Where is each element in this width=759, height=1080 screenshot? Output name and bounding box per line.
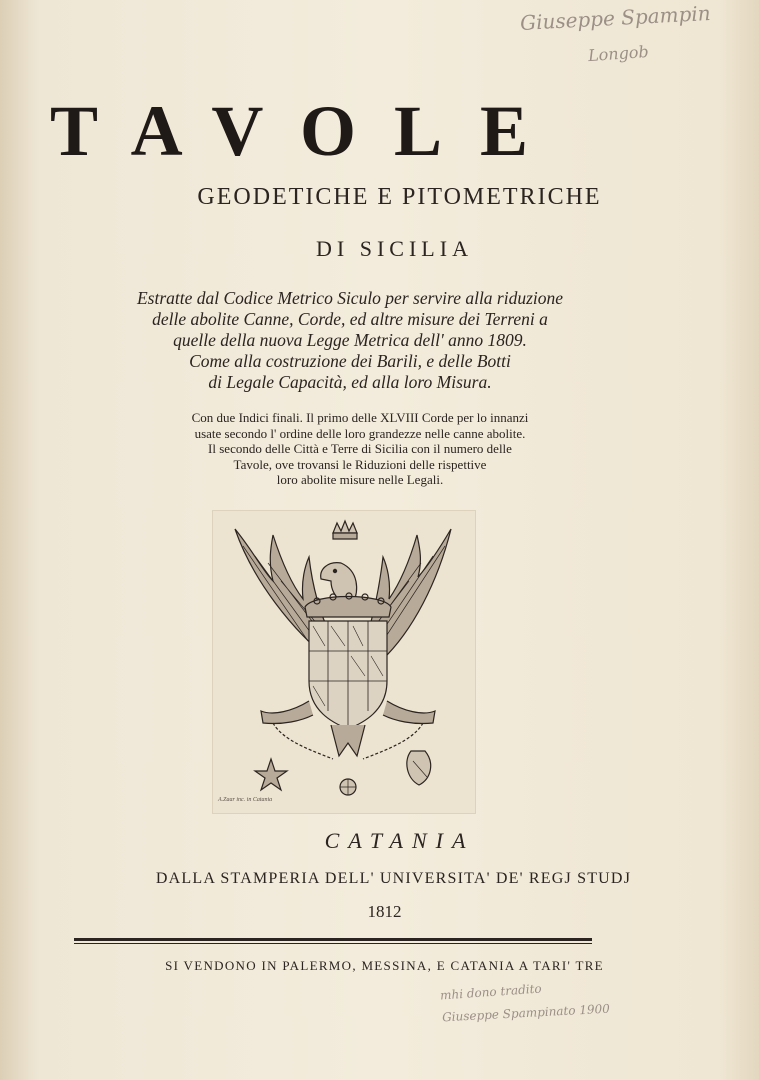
crowned-eagle-coat-of-arms-icon — [213, 511, 475, 813]
handwritten-owner-name: Giuseppe Spampin — [519, 1, 712, 35]
imprint-printer: DALLA STAMPERIA DELL' UNIVERSITA' DE' REGJ STUDJ — [155, 870, 632, 887]
index-note-line: Con due Indici finali. Il primo delle XLVIII Corde per lo innanzi — [191, 410, 529, 425]
imprint-year: 1812 — [367, 902, 402, 921]
imprint-city: CATANIA — [324, 828, 475, 853]
index-note-line: Tavole, ove trovansi le Riduzioni delle rispettive — [233, 456, 487, 472]
divider-thin — [74, 943, 592, 944]
description-line: di Legale Capacità, ed alla loro Misura. — [208, 372, 492, 392]
index-note-line: Il secondo delle Città e Terre di Sicilia con il numero delle — [208, 441, 512, 457]
description-block — [60, 288, 640, 393]
index-note-line: loro abolite misure nelle Legali. — [276, 472, 444, 488]
description-line: quelle della nuova Legge Metrica dell' anno 1809. — [173, 330, 527, 350]
subtitle-geodetiche: GEODETICHE E PITOMETRICHE — [197, 184, 602, 210]
description-line: Come alla costruzione dei Barili, e delle Botti — [189, 351, 511, 371]
engraver-signature: A.Zaar inc. in Catania — [218, 797, 273, 803]
handwritten-note-line2: Giuseppe Spampinato 1900 — [441, 1001, 611, 1025]
divider-thick — [74, 938, 592, 941]
index-note-line: usate secondo l' ordine delle loro grandezze nelle canne abolite. — [194, 425, 526, 441]
description-line: Estratte dal Codice Metrico Siculo per servire alla riduzione — [136, 288, 564, 308]
subtitle-sicilia: DI SICILIA — [316, 236, 473, 261]
handwritten-owner-note: Longob — [587, 41, 650, 66]
sale-notice: SI VENDONO IN PALERMO, MESSINA, E CATANIA A TARI' TRE — [165, 958, 604, 973]
page-title: TAVOLE — [50, 91, 566, 171]
handwritten-note-line1: mhi dono tradito — [439, 981, 543, 1003]
engraved-plate — [212, 510, 476, 814]
index-note-block — [80, 410, 640, 488]
description-line: delle abolite Canne, Corde, ed altre misure dei Terreni a — [152, 309, 548, 329]
